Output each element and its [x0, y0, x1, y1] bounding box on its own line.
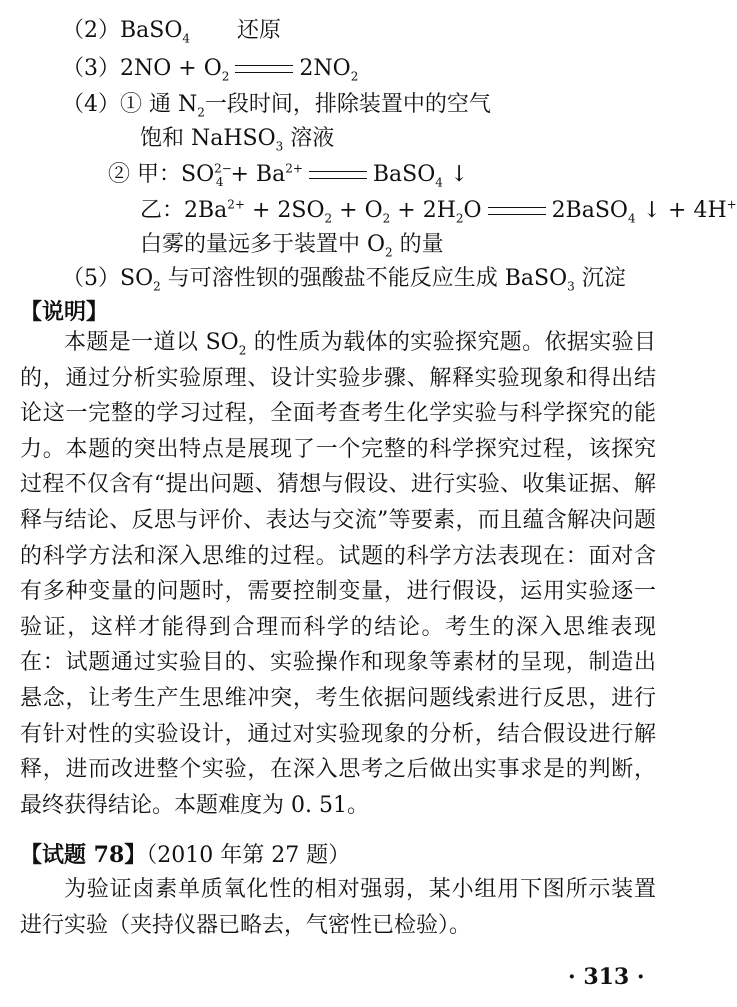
- answer-4-1-solution: 饱和 NaHSO$_3$ 溶液: [140, 126, 335, 154]
- equals-arrow: [309, 171, 367, 179]
- explanation-paragraph: 本题是一道以 $SO_2$ 的性质为载体的实验探究题。依据实验目的，通过分析实验原理、设计实验步骤、解释实验现象和得出结论这一完整的学习过程，全面考查考生化学实验与科学探究的能力。本题的突出特点是展现了一个完整的科学探究过程，该探究过程不仅含有“提出问题、猜想与假设、进行实验、收集证据、解释与结论、反思与评价、表达与交流”等要素，而且蕴含解决问题的科学方法和深入思维的过程。试题的科学方法表现在：面对含有多种变量的问题时，需要控制变量，进行假设，运用实验逐一验证，这样才能得到合理而科学的结论。考生的深入思维表现在：试题通过实验目的、实验操作和现象等素材的呈现，制造出悬念，让考生产生思维冲突，考生依据问题线索进行反思，进行有针对性的实验设计，通过对实验现象的分析，结合假设进行解释，进而改进整个实验，在深入思考之后做出实事求是的判断，最终获得结论。本题难度为 0. 51。: [20, 330, 656, 818]
- answer-4-2-yi: 乙：$2Ba^{2+} + 2SO_2 + O_2 + 2H_2O$ 2BaSO$_4$ ↓ + 4H+: [140, 197, 737, 226]
- equals-arrow: [235, 65, 293, 73]
- answer-3: $(3)2NO + O_2$ $2NO_2$: [62, 56, 359, 84]
- answer-4-2-mist: 白雾的量远多于装置中 $O_2$ 的量: [140, 232, 444, 260]
- question78-header: 【试题 78】（2010 年第 27 题）: [20, 842, 351, 868]
- equals-arrow: [488, 207, 546, 215]
- answer-5: $(5)SO_2$ 与可溶性钡的强酸盐不能反应生成 BaSO$_3$ 沉淀: [62, 266, 626, 294]
- question78-paragraph: 为验证卤素单质氧化性的相对强弱，某小组用下图所示装置进行实验（夹持仪器已略去，气密性已检验）。: [20, 877, 656, 938]
- answer-4-1: （4）① 通 $N_2$一段时间，排除装置中的空气: [62, 92, 491, 120]
- answer-2: （2）BaSO$_4$ 还原: [62, 18, 282, 46]
- explanation-heading: 【说明】: [20, 299, 109, 325]
- page-number: · 313 ·: [568, 964, 645, 990]
- answer-4-2-jia: ② 甲：$SO^{2-}_4 + Ba^{2+}$ BaSO$_4$ ↓: [108, 161, 469, 190]
